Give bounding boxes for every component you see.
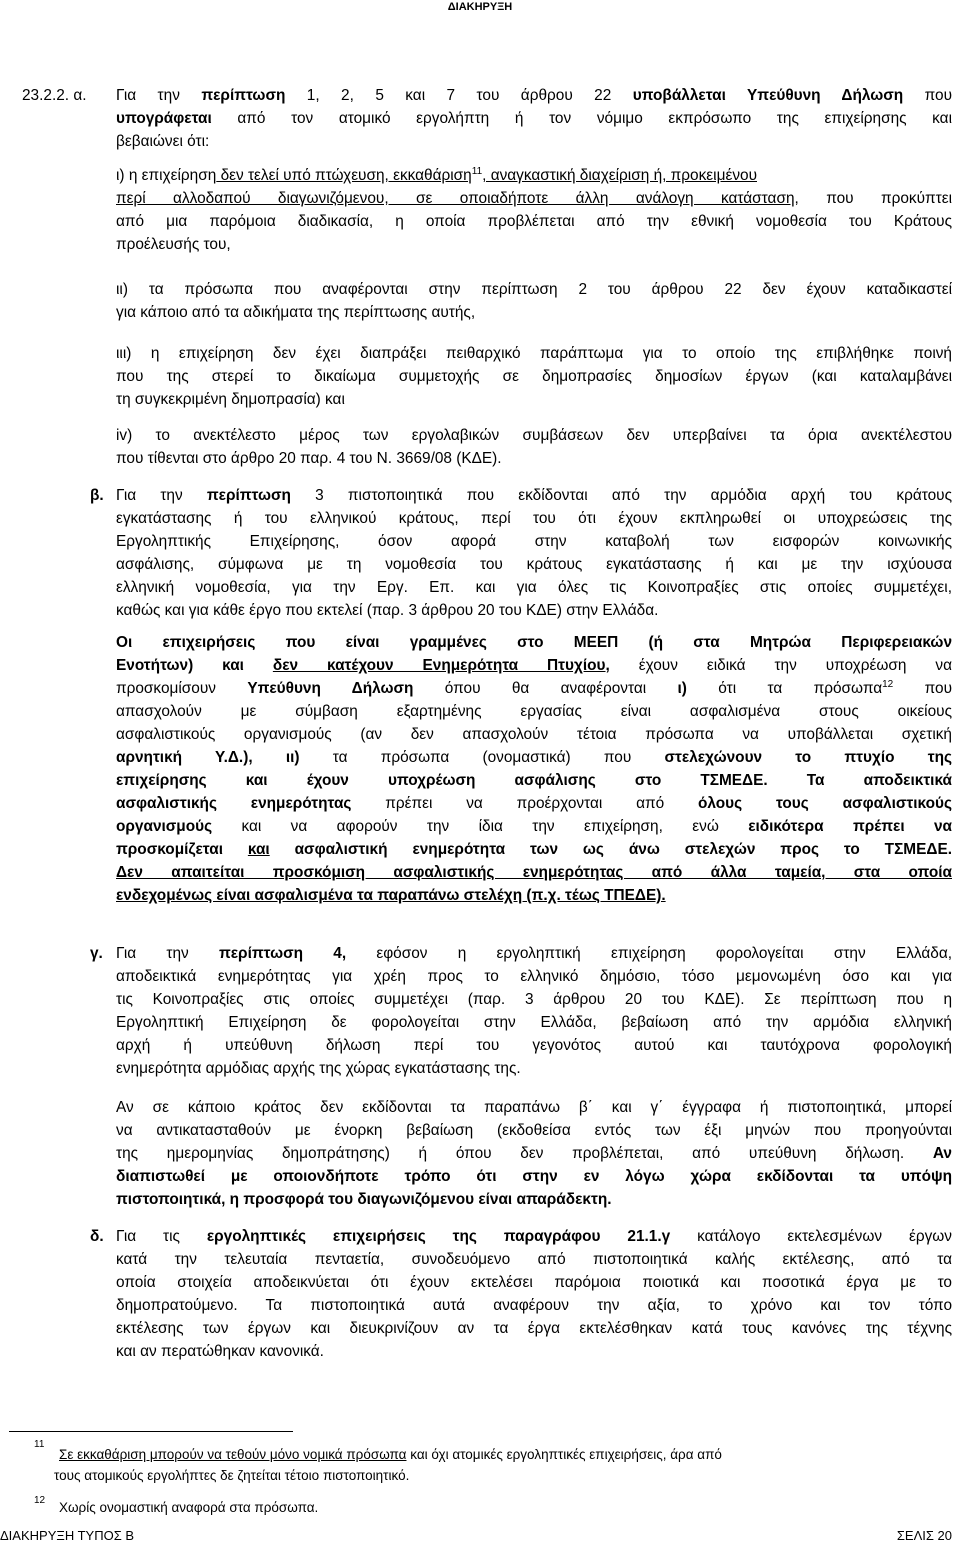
section-b-para2-line-10: προσκομίζεται και ασφαλιστική ενημερότητα των ως άνω στελεχών προς το ΤΣΜΕΔΕ.	[116, 841, 952, 858]
footnote-12-number: 12	[34, 1495, 46, 1506]
section-c-label: γ.	[90, 945, 103, 962]
section-c-para2-line-5: πιστοποιητικά, η προσφορά του διαγωνιζόμενου είναι απαράδεκτη.	[116, 1191, 612, 1208]
item-iii-line-3: τη συγκεκριμένη δημοπρασία) και	[116, 391, 345, 408]
section-d-line-6: και αν περατώθηκαν κανονικά.	[116, 1343, 324, 1360]
footnote-12-line-1: Χωρίς ονομαστική αναφορά στα πρόσωπα.	[59, 1500, 319, 1515]
section-d-line-4: δημοπρατούμενο. Τα πιστοποιητικά αυτά αναφέρουν την αξία, το χρόνο και τον τόπο	[116, 1297, 952, 1314]
section-c-line-5: αρχή ή υπεύθυνη δήλωση περί του γεγονότος αυτού και ταυτόχρονα φορολογική	[116, 1037, 952, 1054]
footnote-11-line-2: τους ατομικούς εργολήπτες δε ζητείται τέτοιο πιστοποιητικό.	[54, 1468, 410, 1483]
section-c-para2-line-2: να αντικατασταθούν με ένορκη βεβαίωση (εκδοθείσα εντός των έξι μηνών που προηγούνται	[116, 1122, 952, 1139]
section-b-line-2: εγκατάστασης ή του ελληνικού κράτους, περί του ότι έχουν εκπληρωθεί οι υποχρεώσεις της	[116, 510, 952, 527]
section-b-line-4: ασφάλισης, σύμφωνα με τη νομοθεσία του κράτους εγκατάστασης ή και με την ισχύουσα	[116, 556, 952, 573]
section-d-label: δ.	[90, 1228, 104, 1245]
section-c-line-1: Για την περίπτωση 4, εφόσον η εργοληπτική επιχείρηση φορολογείται στην Ελλάδα,	[116, 945, 952, 962]
section-b-para2-line-4: απασχολούν με σύμβαση εξαρτημένης εργασίας είναι ασφαλισμένα στους οικείους	[116, 703, 952, 720]
section-c-para2-line-1: Αν σε κάποιο κράτος δεν εκδίδονται τα παραπάνω β΄ και γ΄ έγγραφα ή πιστοποιητικά, μπορεί	[116, 1099, 952, 1116]
section-b-label: β.	[90, 487, 104, 504]
item-ii-line-1: ιι) τα πρόσωπα που αναφέρονται στην περίπτωση 2 του άρθρου 22 δεν έχουν καταδικαστεί	[116, 281, 952, 298]
footnote-separator	[9, 1431, 293, 1432]
item-i-line-3: από μια παρόμοια διαδικασία, η οποία προβλέπεται από την εθνική νομοθεσία του Κράτους	[116, 213, 952, 230]
section-b-line-5: ελληνική νομοθεσία, για την Εργ. Επ. και για όλες τις Κοινοπραξίες στις οποίες συμμετέχει,	[116, 579, 952, 596]
footnote-ref-11: 11	[471, 165, 483, 177]
section-c-para2-line-3: της ημερομηνίας δημοπράτησης) ή όπου δεν προβλέπεται, από υπεύθυνη δήλωση. Αν	[116, 1145, 952, 1162]
footnote-11-number: 11	[34, 1439, 45, 1450]
section-c-line-3: τις Κοινοπραξίες στις οποίες συμμετέχει (παρ. 3 άρθρου 20 του ΚΔΕ). Σε περίπτωση που η	[116, 991, 952, 1008]
section-b-para2-line-3: προσκομίσουν Υπεύθυνη Δήλωση όπου θα αναφέρονται ι) ότι τα πρόσωπα$^{12}$ που	[116, 678, 952, 697]
section-d-line-3: οποία στοιχεία αποδεικνύεται ότι έχουν εκτελέσει παρόμοια ποιοτικά και ποσοτικά έργα με το	[116, 1274, 952, 1291]
footer-right: ΣΕΛΙΣ 20	[896, 1528, 952, 1543]
section-b-line-1: Για την περίπτωση 3 πιστοποιητικά που εκδίδονται από την αρμόδια αρχή του κράτους	[116, 487, 952, 504]
section-b-para2-line-9: οργανισμούς και να αφορούν την ίδια την επιχείρηση, ενώ ειδικότερα πρέπει να	[116, 818, 952, 835]
section-b-para2-line-2: Ενοτήτων) και δεν κατέχουν Ενημερότητα Πτυχίου, έχουν ειδικά την υποχρέωση να	[116, 657, 952, 674]
section-c-line-4: Εργοληπτική Επιχείρηση δε φορολογείται στην Ελλάδα, βεβαίωση από την αρμόδια ελληνική	[116, 1014, 952, 1031]
item-iv-line-2: που τίθενται στο άρθρο 20 παρ. 4 του Ν. 3669/08 (ΚΔΕ).	[116, 450, 502, 467]
section-d-line-2: κατά την τελευταία πενταετία, συνοδευόμενο από πιστοποιητικά καλής εκτέλεσης, από τα	[116, 1251, 952, 1268]
section-b-line-3: Εργοληπτικής Επιχείρησης, όσον αφορά στην καταβολή των εισφορών κοινωνικής	[116, 533, 952, 550]
item-iv-line-1: iv) το ανεκτέλεστο μέρος των εργολαβικών συμβάσεων δεν υπερβαίνει τα όρια ανεκτέλεστου	[116, 427, 952, 444]
footnote-ref-12: 12	[882, 678, 894, 690]
footnote-11-line-1: Σε εκκαθάριση μπορούν να τεθούν μόνο νομικά πρόσωπα και όχι ατομικές εργοληπτικές επιχειρήσεις, άρα από	[59, 1447, 722, 1462]
section-b-para2-line-1: Οι επιχειρήσεις που είναι γραμμένες στο ΜΕΕΠ (ή στα Μητρώα Περιφερειακών	[116, 634, 952, 651]
item-ii-line-2: για κάποιο από τα αδικήματα της περίπτωσης αυτής,	[116, 304, 476, 321]
section-b-para2-line-12: ενδεχομένως είναι ασφαλισμένα τα παραπάνω στελέχη (π.χ. τέως ΤΠΕΔΕ).	[116, 887, 666, 904]
section-b-para2-line-6: αρνητική Υ.Δ.), ιι) τα πρόσωπα (ονομαστικά) που στελεχώνουν το πτυχίο της	[116, 749, 952, 766]
section-b-para2-line-5: ασφαλιστικούς οργανισμούς (αν δεν απασχολούν τέτοια πρόσωπα να υποβάλλεται σχετική	[116, 726, 952, 743]
section-a-line-3: βεβαιώνει ότι:	[116, 133, 210, 150]
section-c-para2-line-4: διαπιστωθεί με οποιονδήποτε τρόπο ότι στην εν λόγω χώρα εκδίδονται τα υπόψη	[116, 1168, 952, 1185]
section-d-line-5: εκτέλεσης των έργων και διευκρινίζουν αν τα έργα εκτελέσθηκαν κατά τους κανόνες της τέχνης	[116, 1320, 952, 1337]
section-b-line-6: καθώς και για κάθε έργο που εκτελεί (παρ. 3 άρθρου 20 του ΚΔΕ) στην Ελλάδα.	[116, 602, 659, 619]
section-b-para2-line-11: Δεν απαιτείται προσκόμιση ασφαλιστικής ενημερότητας από άλλα ταμεία, στα οποία	[116, 864, 952, 881]
item-iii-line-1: ιιι) η επιχείρηση δεν έχει διαπράξει πειθαρχικό παράπτωμα για το οποίο της επιβλήθηκε ποινή	[116, 345, 952, 362]
section-d-line-1: Για τις εργοληπτικές επιχειρήσεις της παραγράφου 21.1.γ κατάλογο εκτελεσμένων έργων	[116, 1228, 952, 1245]
footer-left: ΔΙΑΚΗΡΥΞΗ ΤΥΠΟΣ Β	[0, 1528, 135, 1543]
section-b-para2-line-7: επιχείρησης και έχουν υποχρέωση ασφάλισης στο ΤΣΜΕΔΕ. Τα αποδεικτικά	[116, 772, 952, 789]
item-i-line-4: προέλευσής του,	[116, 236, 231, 253]
item-i-line-1: ι) η επιχείρηση δεν τελεί υπό πτώχευση, εκκαθάριση$^{11}$, αναγκαστική διαχείριση ή, προκειμένου	[116, 165, 757, 184]
section-b-para2-line-8: ασφαλιστικής ενημερότητας πρέπει να προέρχονται από όλους τους ασφαλιστικούς	[116, 795, 952, 812]
section-c-line-2: αποδεικτικά ενημερότητας για χρέη προς το ελληνικό δημόσιο, τόσο μεμονωμένη όσο και για	[116, 968, 952, 985]
section-c-line-6: ενημερότητα αρμόδιας αρχής της χώρας εγκατάστασης της.	[116, 1060, 521, 1077]
section-a-line-1: Για την περίπτωση 1, 2, 5 και 7 του άρθρου 22 υποβάλλεται Υπεύθυνη Δήλωση που	[116, 87, 953, 104]
item-iii-line-2: που της στερεί το δικαίωμα συμμετοχής σε δημοπρασίες δημοσίων έργων (και καταλαμβάνει	[116, 368, 952, 385]
section-a-line-2: υπογράφεται από τον ατομικό εργολήπτη ή τον νόμιμο εκπρόσωπο της επιχείρησης και	[116, 110, 952, 127]
item-i-line-2: περί αλλοδαπού διαγωνιζόμενου, σε οποιαδήποτε άλλη ανάλογη κατάσταση, που προκύπτει	[116, 190, 952, 207]
section-a-label: 23.2.2. α.	[22, 87, 87, 104]
page-header: ΔΙΑΚΗΡΥΞΗ	[447, 1, 513, 13]
